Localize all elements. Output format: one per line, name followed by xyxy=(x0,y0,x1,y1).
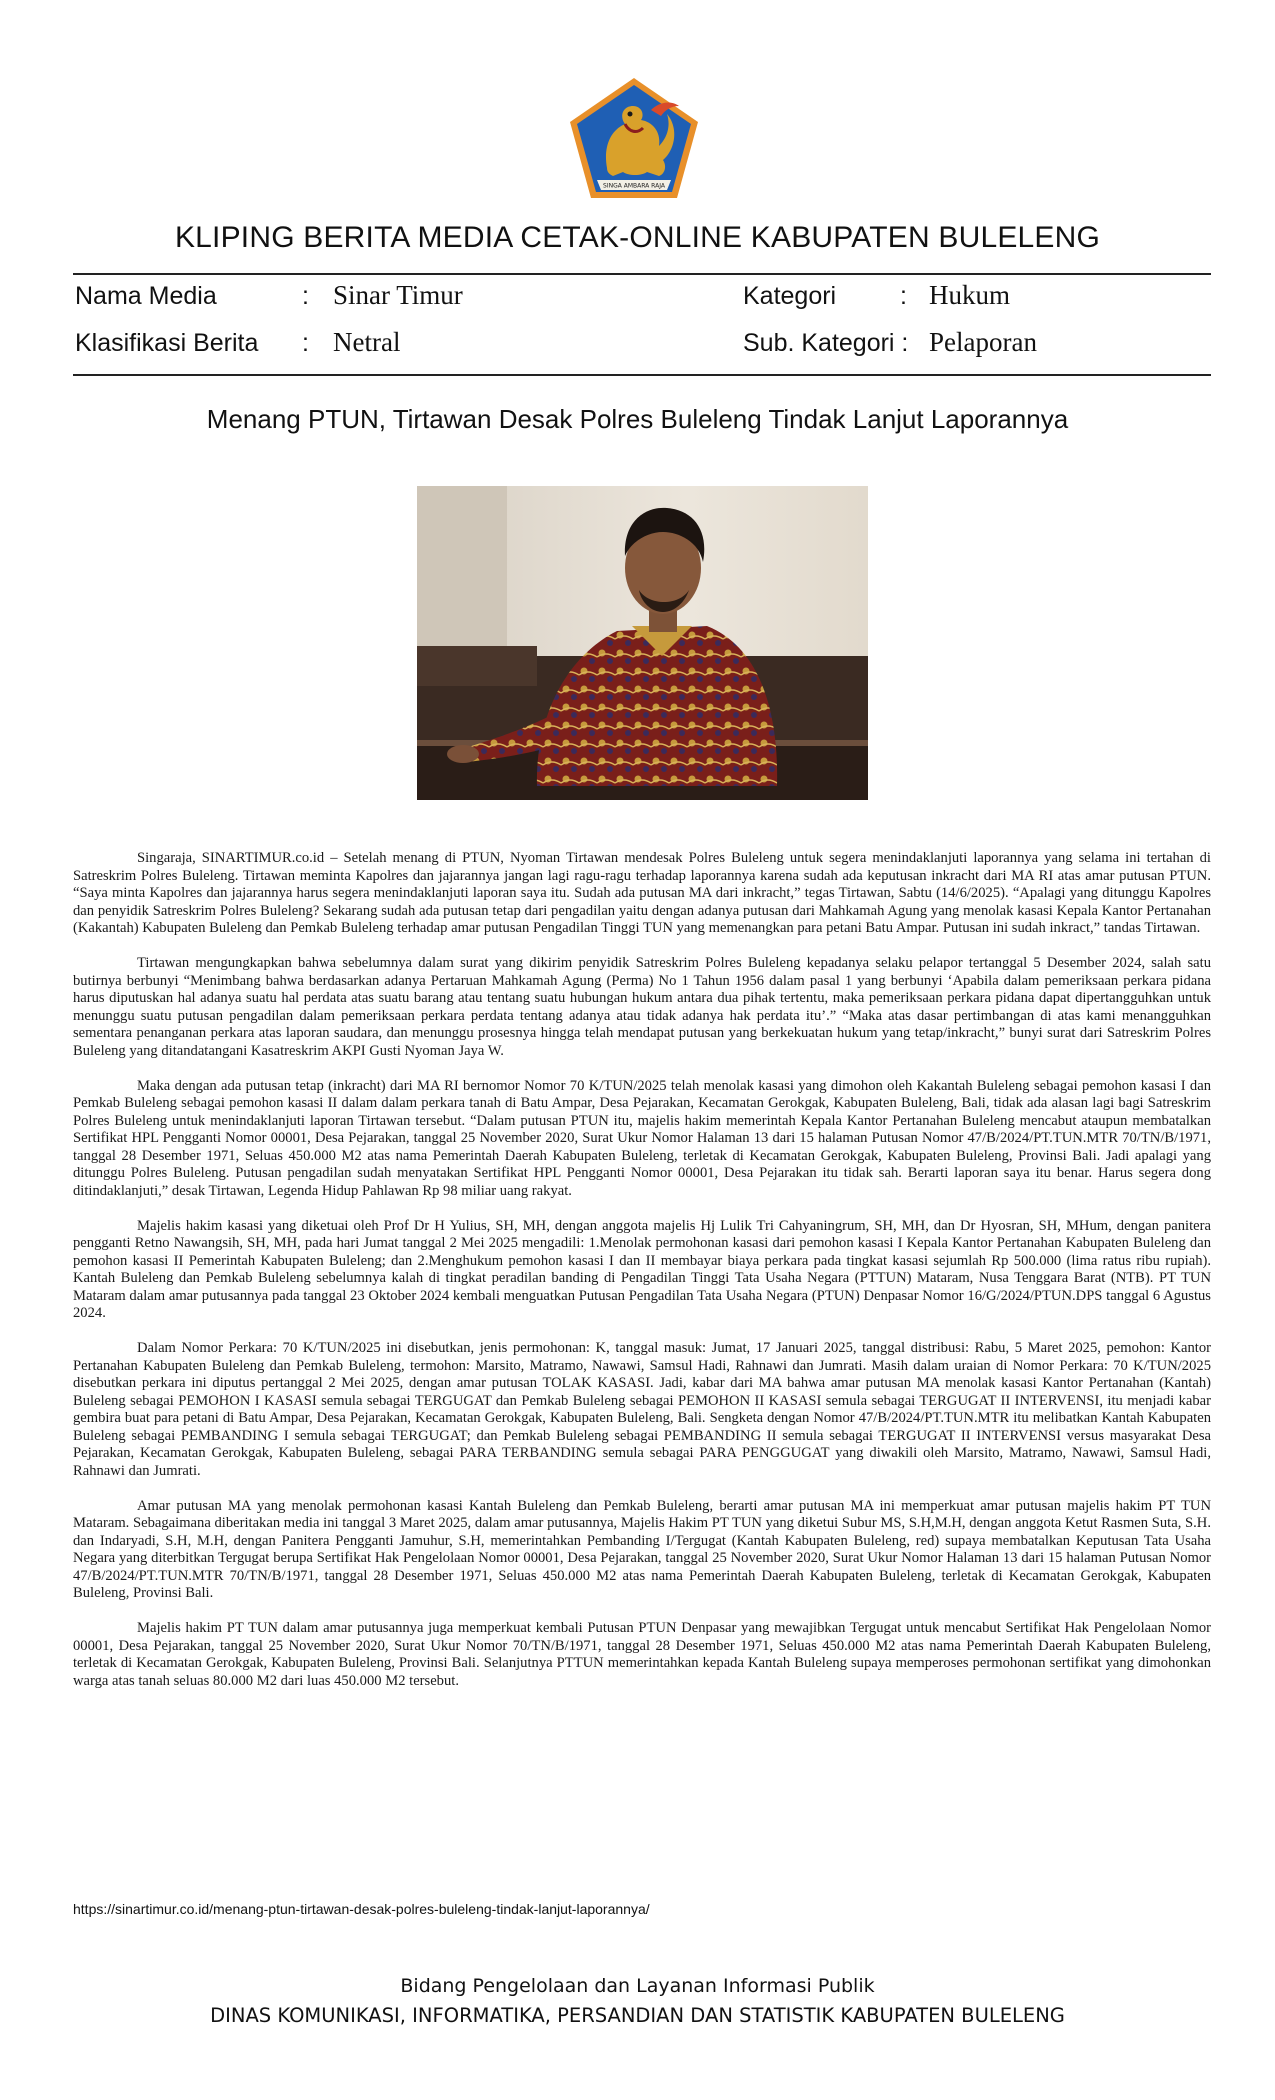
article-headline: Menang PTUN, Tirtawan Desak Polres Buleleng Tindak Lanjut Laporannya xyxy=(206,404,1069,434)
article-paragraph: Maka dengan ada putusan tetap (inkracht) dari MA RI bernomor Nomor 70 K/TUN/2025 telah menolak kasasi yang dimohon oleh Kakantah Buleleng sebagai pemohon kasasi I dan Pemkab Buleleng sebagai pemohon kasasi II dalam dalam perkara tanah di Batu Ampar, Desa Pejarakan, Kecamatan Gerokgak, Kabupaten Buleleng, Bali, tidak ada alasan lagi bagi Satreskrim Polres Buleleng untuk menindaklanjuti laporan Tirtawan tersebut. “Dalam putusan PTUN itu, majelis hakim memerintah Kepala Kantor Pertanahan Buleleng mencabut ataupun membatalkan Sertifikat HPL Pengganti Nomor 00001, Desa Pejarakan, tanggal 25 November 2020, Surat Ukur Nomor Halaman 13 dari 15 halaman Putusan Nomor 47/B/2024/PT.TUN.MTR 70/TN/B/1971, tanggal 28 Desember 1971, Seluas 450.000 M2 atas nama Pemerintah Daerah Kabupaten Buleleng, terletak di Kecamatan Gerokgak, Kabupaten Buleleng, Provinsi Bali. Jadi apalagi yang ditunggu Polres Buleleng. Putusan pengadilan sudah menyatakan Sertifikat HPL Pengganti Nomor 00001, Desa Pejarakan itu tidak sah. Berarti laporan saya itu benar. Harus segera dong ditindaklanjuti,” desak Tirtawan, Legenda Hidup Pahlawan Rp 98 miliar uang rakyat. xyxy=(73,1077,1211,1199)
article-paragraph: Tirtawan mengungkapkan bahwa sebelumnya dalam surat yang dikirim penyidik Satreskrim Polres Buleleng kepadanya selaku pelapor tertanggal 5 Desember 2024, salah satu butirnya berbunyi “Menimbang bahwa berdasarkan adanya Pertaruan Mahkamah Agung (Perma) No 1 Tahun 1956 dalam pasal 1 yang berbunyi ‘Apabila dalam pemeriksaan perkara pidana harus diputuskan hal adanya suatu hal perdata atas suatu barang atau tentang suatu hubungan hukum antara dua pihak tertentu, maka pemeriksaan perkara pidana dapat dipertangguhkan untuk menunggu suatu putusan pengadilan dalam pemeriksaan perkara perdata tentang adanya atau tidak adanya hak perdata itu’.” “Maka atas dasar pertimbangan di atas kami menangguhkan sementara penanganan perkara atas laporan saudara, dan menunggu prosesnya hingga telah mendapat putusan yang berkekuatan hukum yang tetap/inkracht,” bunyi surat dari Satreskrim Polres Buleleng yang ditandatangani Kasatreskrim AKPI Gusti Nyoman Jaya W. xyxy=(73,955,1211,1059)
source-url-link[interactable]: https://sinartimur.co.id/menang-ptun-tirtawan-desak-polres-buleleng-tindak-lanjut-laporannya/ xyxy=(73,1901,650,1917)
article-paragraph: Dalam Nomor Perkara: 70 K/TUN/2025 ini disebutkan, jenis permohonan: K, tanggal masuk: Jumat, 17 Januari 2025, tanggal distribusi: Rabu, 5 Maret 2025, pemohon: Kantor Pertanahan Kabupaten Buleleng dan Pemkab Buleleng, termohon: Marsito, Matramo, Nawawi, Samsul Hadi, Rahnawi dan Jumrati. Masih dalam uraian di Nomor Perkara: 70 K/TUN/2025 disebutkan perkara ini diputus pertanggal 2 Mei 2025, dengan amar putusan TOLAK KASASI. Jadi, kabar dari MA bahwa amar putusan MA menolak kasasi Kantor Pertanahan (Kantah) Buleleng sebagai PEMOHON I KASASI semula sebagai TERGUGAT dan Pemkab Buleleng sebagai PEMOHON II KASASI semula sebagai TERGUGAT II INTERVENSI, itu menjadi kabar gembira buat para petani di Batu Ampar, Desa Pejarakan, Kecamatan Gerokgak, Kabupaten Buleleng, Bali. Sengketa dengan Nomor 47/B/2024/PT.TUN.MTR itu melibatkan Kantah Kabupaten Buleleng sebagai PEMBANDING I semula sebagai TERGUGAT; dan Pemkab Buleleng sebagai PEMBANDING II semula sebagai TERGUGAT II INTERVENSI versus masyarakat Desa Pejarakan, Kecamatan Gerokgak, Kabupaten Buleleng, sebagai PARA TERBANDING semula sebagai PARA PENGGUGAT yang diwakili oleh Marsito, Matramo, Nawawi, Samsul Hadi, Rahnawi dan Jumrati. xyxy=(73,1340,1211,1479)
header-top-divider xyxy=(73,273,1211,275)
header-bottom-divider xyxy=(73,374,1211,376)
footer-agency: DINAS KOMUNIKASI, INFORMATIKA, PERSANDIAN DAN STATISTIK KABUPATEN BULELENG xyxy=(210,2004,1065,2027)
footer-department: Bidang Pengelolaan dan Layanan Informasi Publik xyxy=(400,1975,875,1997)
article-paragraph: Majelis hakim PT TUN dalam amar putusannya juga memperkuat kembali Putusan PTUN Denpasar yang mewajibkan Tergugat untuk mencabut Sertifikat Hak Pengelolaan Nomor 00001, Desa Pejarakan, tanggal 25 November 2020, Surat Ukur Nomor 70/TN/B/1971, tanggal 28 Desember 1971, Seluas 450.000 M2 atas nama Pemerintah Daerah Kabupaten Buleleng, terletak di Kecamatan Gerokgak, Kabupaten Buleleng, Provinsi Bali. Selanjutnya PTTUN memerintahkan kepada Kantah Buleleng supaya memperoses permohonan sertifikat yang dimohonkan warga atas tanah seluas 80.000 M2 dari luas 450.000 M2 tersebut. xyxy=(73,1620,1211,1689)
kategori-value: Hukum xyxy=(929,280,1010,310)
nama-media-label: Nama Media xyxy=(75,282,217,310)
nama-media-value: Sinar Timur xyxy=(333,280,463,310)
nama-media-colon: : xyxy=(302,282,309,310)
article-paragraph: Amar putusan MA yang menolak permohonan kasasi Kantah Buleleng dan Pemkab Buleleng, berarti amar putusan MA ini memperkuat amar putusan majelis hakim PT TUN Mataram. Sebagaimana diberitakan media ini tanggal 3 Maret 2025, dalam amar putusannya, Majelis Hakim PT TUN yang diketui Subur MS, S.H,M.H, dengan anggota Ketut Rasmen Suta, S.H. dan Indaryadi, S.H, M.H, dengan Panitera Pengganti Jamuhur, S.H, memerintahkan Pembanding I/Tergugat (Kantah Kabupaten Buleleng, red) supaya membatalkan Keputusan Tata Usaha Negara yang diterbitkan Tergugat berupa Sertifikat Hak Pengelolaan Nomor 00001, Desa Pejarakan, tanggal 25 November 2020, Surat Ukur Nomor Halaman 13 dari 15 halaman Putusan Nomor 47/B/2024/PT.TUN.MTR 70/TN/B/1971, tanggal 28 Desember 1971, Seluas 450.000 M2 atas nama Pemerintah Daerah Kabupaten Buleleng, terletak di Kecamatan Gerokgak, Kabupaten Buleleng, Provinsi Bali. xyxy=(73,1497,1211,1601)
document-title: KLIPING BERITA MEDIA CETAK-ONLINE KABUPATEN BULELENG xyxy=(174,221,1101,254)
sub-kategori-value: Pelaporan xyxy=(929,327,1037,357)
kabupaten-buleleng-logo xyxy=(567,76,701,202)
klasifikasi-colon: : xyxy=(302,329,309,357)
article-photo xyxy=(417,486,868,800)
kategori-label: Kategori xyxy=(743,282,837,310)
logo-motto: SINGA AMBARA RAJA xyxy=(603,182,665,190)
sub-kategori-label: Sub. Kategori : xyxy=(743,329,909,357)
klasifikasi-berita-label: Klasifikasi Berita xyxy=(75,329,259,357)
photo-man-in-batik-shirt xyxy=(417,486,868,800)
article-paragraph: Singaraja, SINARTIMUR.co.id – Setelah menang di PTUN, Nyoman Tirtawan mendesak Polres Buleleng untuk segera menindaklanjuti laporannya yang selama ini tertahan di Satreskrim Polres Buleleng. Tirtawan meminta Kapolres dan jajarannya jangan lagi ragu-ragu terhadap laporannya karena sudah ada keputusan inkracht dari MA RI atas amar putusan PTUN. “Saya minta Kapolres dan jajarannya harus segera menindaklanjuti laporan saya itu. Sudah ada putusan MA dari inkracht,” tegas Tirtawan, Sabtu (14/6/2025). “Apalagi yang ditunggu Kapolres dan penyidik Satreskrim Polres Buleleng? Sekarang sudah ada putusan tetap dari pengadilan yaitu dengan adanya putusan dari Mahkamah Agung yang menolak kasasi Kepala Kantor Pertanahan (Kakantah) Kabupaten Buleleng dan Pemkab Buleleng terhadap amar putusan Pengadilan Tinggi TUN yang memenangkan para petani Batu Ampar. Putusan ini sudah inkract,” tandas Tirtawan. xyxy=(73,850,1211,936)
logo-emblem xyxy=(567,76,701,202)
article-paragraph: Majelis hakim kasasi yang diketuai oleh Prof Dr H Yulius, SH, MH, dengan anggota majelis Hj Lulik Tri Cahyaningrum, SH, MH, dan Dr Hyosran, SH, MHum, dengan panitera pengganti Retno Nawangsih, SH, MH, pada hari Jumat tanggal 2 Mei 2025 mengadili: 1.Menolak permohonan kasasi dari pemohon kasasi I Kepala Kantor Pertanahan Kabupaten Buleleng dan pemohon kasasi II Pemerintah Kabupaten Buleleng; dan 2.Menghukum pemohon kasasi I dan II membayar biaya perkara pada tingkat kasasi sejumlah Rp 500.000 (lima ratus ribu rupiah). Kantah Buleleng dan Pemkab Buleleng sebelumnya kalah di tingkat peradilan banding di Pengadilan Tinggi Tata Usaha Negara (PTTUN) Mataram, Nusa Tenggara Barat (NTB). PT TUN Mataram dalam amar putusannya pada tanggal 23 Oktober 2024 kembali menguatkan Putusan Pengadilan Tata Usaha Negara (PTUN) Denpasar Nomor 16/G/2024/PTUN.DPS tanggal 6 Agustus 2024. xyxy=(73,1217,1211,1321)
klasifikasi-berita-value: Netral xyxy=(333,327,401,357)
article-body xyxy=(73,850,1211,1708)
kategori-colon: : xyxy=(900,282,907,310)
